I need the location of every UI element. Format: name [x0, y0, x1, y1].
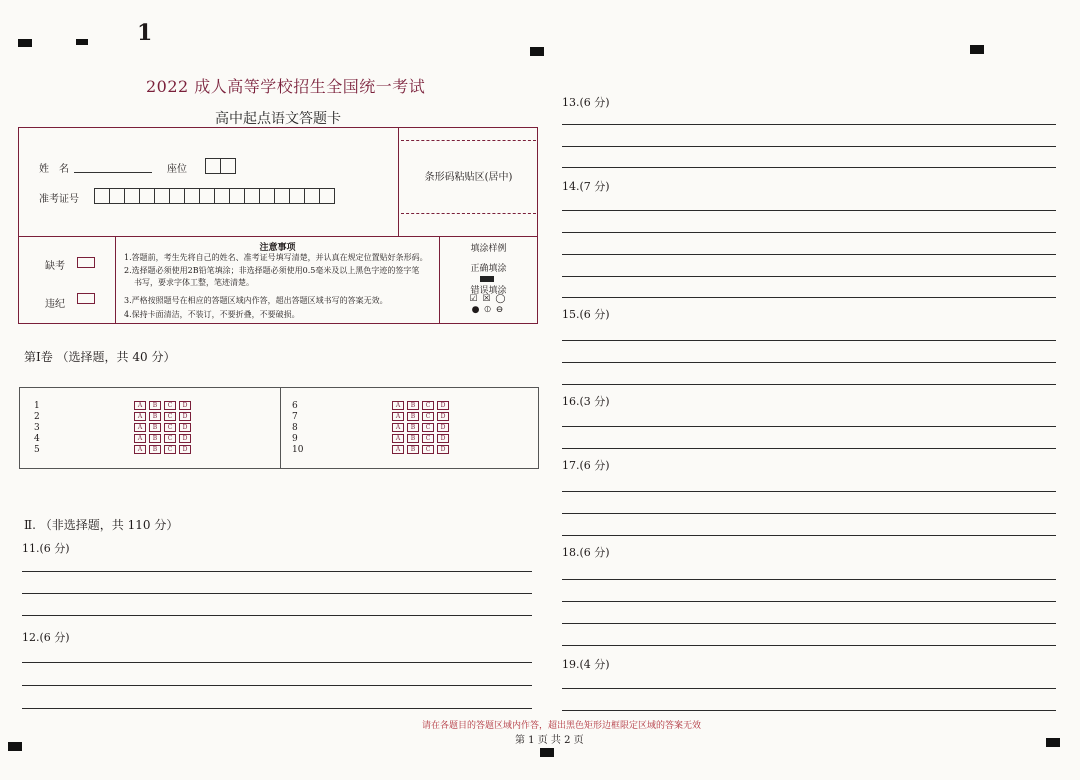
violation-label: 违纪 [45, 299, 65, 310]
mc-option-bubble-b[interactable]: B [149, 423, 161, 432]
mc-option-bubble-c[interactable]: C [422, 423, 434, 432]
mc-option-bubble-b[interactable]: B [149, 445, 161, 454]
mc-question-row [292, 433, 449, 444]
mc-option-bubble-b[interactable]: B [407, 401, 419, 410]
answer-line[interactable] [562, 384, 1056, 385]
question-label: 14.(7 分) [562, 180, 610, 193]
mc-question-number: 2 [34, 411, 40, 422]
answer-line[interactable] [562, 362, 1056, 363]
answer-line[interactable] [562, 426, 1056, 427]
answer-line[interactable] [562, 232, 1056, 233]
registration-mark [76, 39, 88, 45]
registration-mark [540, 748, 554, 757]
mc-options [392, 434, 449, 443]
answer-line[interactable] [562, 210, 1056, 211]
question-label: 11.(6 分) [22, 542, 70, 555]
mc-question-number: 8 [292, 422, 298, 433]
fill-example [440, 237, 537, 323]
instruction-line: 2.选择题必须使用2B铅笔填涂；非选择题必须使用0.5毫米及以上黑色字迹的签字笔 [124, 266, 420, 275]
instruction-line: 3.严格按照题号在相应的答题区域内作答，超出答题区域书写的答案无效。 [124, 296, 388, 305]
mc-question-number: 7 [292, 411, 298, 422]
answer-line[interactable] [562, 276, 1056, 277]
question-label: 18.(6 分) [562, 546, 610, 559]
answer-line[interactable] [562, 513, 1056, 514]
registration-mark [970, 45, 984, 54]
answer-line[interactable] [22, 708, 532, 709]
answer-line[interactable] [562, 340, 1056, 341]
mc-options [392, 412, 449, 421]
mc-options [392, 401, 449, 410]
instruction-line: 书写，要求字体工整，笔迹清楚。 [134, 278, 254, 287]
instruction-line: 4.保持卡面清洁，不装订，不要折叠，不要破损。 [124, 310, 300, 319]
mc-option-bubble-b[interactable]: B [407, 445, 419, 454]
seat-label: 座位 [167, 164, 187, 175]
mc-option-bubble-d[interactable]: D [437, 412, 449, 421]
question-label: 17.(6 分) [562, 459, 610, 472]
mc-option-bubble-c[interactable]: C [164, 423, 176, 432]
mc-option-bubble-b[interactable]: B [407, 412, 419, 421]
registration-mark [1046, 738, 1060, 747]
name-label: 姓 名 [39, 164, 69, 175]
mc-option-bubble-a[interactable]: A [392, 434, 404, 443]
answer-line[interactable] [22, 685, 532, 686]
answer-line[interactable] [562, 688, 1056, 689]
answer-line[interactable] [562, 297, 1056, 298]
question-label: 12.(6 分) [22, 631, 70, 644]
mc-option-bubble-c[interactable]: C [422, 434, 434, 443]
mc-option-bubble-a[interactable]: A [134, 412, 146, 421]
section1-heading: 第Ⅰ卷 （选择题，共 40 分） [24, 350, 176, 364]
mc-question-row [34, 433, 191, 444]
mc-option-bubble-b[interactable]: B [407, 423, 419, 432]
barcode-label: 条形码粘贴区(居中) [424, 172, 513, 183]
absent-checkbox[interactable] [77, 257, 95, 268]
mc-option-bubble-a[interactable]: A [392, 423, 404, 432]
mc-option-bubble-a[interactable]: A [392, 412, 404, 421]
section2-heading: Ⅱ. （非选择题，共 110 分） [24, 518, 179, 532]
mc-option-bubble-c[interactable]: C [422, 445, 434, 454]
footer-page-info: 第 1 页 共 2 页 [515, 735, 584, 746]
multiple-choice-box [19, 387, 539, 469]
wrong-fill-icons: ● ⦶ ⊖ [471, 305, 505, 315]
answer-line[interactable] [562, 254, 1056, 255]
question-label: 15.(6 分) [562, 308, 610, 321]
mc-question-row [292, 400, 449, 411]
mc-option-bubble-d[interactable]: D [437, 423, 449, 432]
registration-mark [530, 47, 544, 56]
answer-line[interactable] [22, 571, 532, 572]
answer-line[interactable] [562, 601, 1056, 602]
answer-line[interactable] [562, 710, 1056, 711]
mc-options [134, 423, 191, 432]
mc-question-row [292, 444, 449, 455]
answer-line[interactable] [22, 593, 532, 594]
fill-example-title: 填涂样例 [470, 244, 507, 254]
mc-question-number: 3 [34, 422, 40, 433]
mc-option-bubble-c[interactable]: C [164, 434, 176, 443]
answer-line[interactable] [562, 645, 1056, 646]
exam-title: 2022 成人高等学校招生全国统一考试 [146, 77, 426, 96]
mc-option-bubble-d[interactable]: D [179, 434, 191, 443]
answer-line[interactable] [22, 615, 532, 616]
barcode-area [398, 128, 538, 237]
mc-option-bubble-a[interactable]: A [392, 445, 404, 454]
mc-options [392, 445, 449, 454]
mc-question-row [292, 422, 449, 433]
mc-question-row [34, 422, 191, 433]
correct-fill-label: 正确填涂 [470, 264, 507, 274]
violation-checkbox[interactable] [77, 293, 95, 304]
mc-question-number: 9 [292, 433, 298, 444]
mc-options [134, 401, 191, 410]
instruction-line: 1.答题前，考生先将自己的姓名、准考证号填写清楚，并认真在规定位置贴好条形码。 [124, 253, 428, 262]
mc-option-bubble-a[interactable]: A [134, 423, 146, 432]
mc-option-bubble-c[interactable]: C [164, 445, 176, 454]
mc-option-bubble-b[interactable]: B [407, 434, 419, 443]
exam-id-field[interactable] [94, 188, 334, 204]
instructions [116, 237, 440, 323]
mc-option-bubble-a[interactable]: A [392, 401, 404, 410]
wrong-fill-label: 错误填涂 [470, 286, 507, 296]
mc-option-bubble-d[interactable]: D [437, 434, 449, 443]
absent-label: 缺考 [45, 261, 65, 272]
answer-line[interactable] [562, 448, 1056, 449]
mc-question-number: 6 [292, 400, 298, 411]
candidate-info-box [18, 127, 538, 324]
mc-options [134, 412, 191, 421]
mc-question-row [292, 411, 449, 422]
correct-fill-icon [480, 276, 494, 282]
mc-question-row [34, 411, 191, 422]
exam-id-label: 准考证号 [39, 194, 79, 205]
mc-option-bubble-d[interactable]: D [179, 412, 191, 421]
mc-question-row [34, 444, 191, 455]
mc-question-number: 10 [292, 444, 304, 455]
status-box [19, 237, 116, 323]
mc-option-bubble-c[interactable]: C [164, 412, 176, 421]
mc-options [134, 445, 191, 454]
footer-warning: 请在各题目的答题区域内作答，超出黑色矩形边框限定区域的答案无效 [422, 721, 702, 731]
question-label: 13.(6 分) [562, 96, 610, 109]
answer-line[interactable] [562, 167, 1056, 168]
mc-question-number: 5 [34, 444, 40, 455]
mc-option-bubble-a[interactable]: A [134, 434, 146, 443]
mc-option-bubble-d[interactable]: D [437, 445, 449, 454]
page-number: 1 [137, 20, 153, 46]
answer-line[interactable] [562, 535, 1056, 536]
instructions-title: 注意事项 [259, 243, 296, 253]
mc-option-bubble-b[interactable]: B [149, 401, 161, 410]
mc-option-bubble-c[interactable]: C [422, 412, 434, 421]
mc-option-bubble-d[interactable]: D [179, 401, 191, 410]
name-field[interactable] [74, 172, 152, 173]
mc-option-bubble-c[interactable]: C [164, 401, 176, 410]
mc-option-bubble-d[interactable]: D [179, 445, 191, 454]
mc-option-bubble-d[interactable]: D [437, 401, 449, 410]
mc-option-bubble-c[interactable]: C [422, 401, 434, 410]
answer-line[interactable] [562, 579, 1056, 580]
answer-line[interactable] [562, 491, 1056, 492]
mc-option-bubble-b[interactable]: B [149, 412, 161, 421]
question-label: 19.(4 分) [562, 658, 610, 671]
registration-mark [8, 742, 22, 751]
wrong-fill-icons: ☑ ☒ ◯ [469, 294, 507, 304]
question-label: 16.(3 分) [562, 395, 610, 408]
registration-mark [18, 39, 32, 47]
mc-option-bubble-b[interactable]: B [149, 434, 161, 443]
mc-option-bubble-d[interactable]: D [179, 423, 191, 432]
mc-question-row [34, 400, 191, 411]
answer-line[interactable] [562, 124, 1056, 125]
mc-question-number: 1 [34, 400, 40, 411]
mc-question-number: 4 [34, 433, 40, 444]
mc-option-bubble-a[interactable]: A [134, 401, 146, 410]
mc-options [392, 423, 449, 432]
candidate-fields [19, 128, 397, 236]
mc-option-bubble-a[interactable]: A [134, 445, 146, 454]
answer-line[interactable] [562, 623, 1056, 624]
mc-options [134, 434, 191, 443]
answer-line[interactable] [22, 662, 532, 663]
answer-line[interactable] [562, 146, 1056, 147]
answer-sheet-subtitle: 高中起点语文答题卡 [215, 111, 341, 127]
seat-field[interactable] [205, 158, 235, 174]
